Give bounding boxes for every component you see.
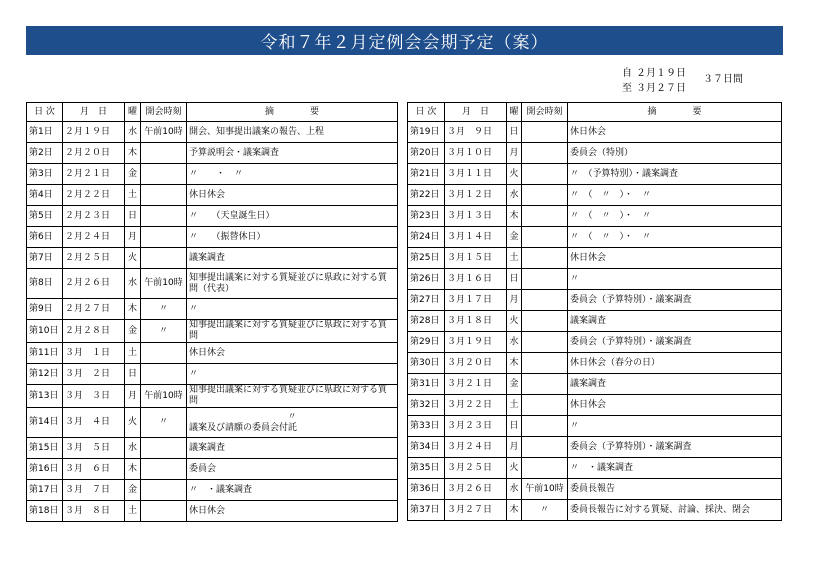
- weekday-cell: 土: [125, 185, 141, 206]
- time-cell: [522, 416, 568, 437]
- weekday-cell: 土: [125, 343, 141, 364]
- date-cell: ３月１１日: [445, 164, 507, 185]
- summary-cell: 休日休会: [187, 343, 398, 364]
- time-cell: [522, 353, 568, 374]
- summary-cell: 委員会（特別）: [568, 143, 782, 164]
- weekday-cell: 日: [507, 416, 522, 437]
- summary-cell: 〃 （予算特別）・議案調査: [568, 164, 782, 185]
- date-cell: ３月２０日: [445, 353, 507, 374]
- time-cell: [141, 438, 187, 459]
- weekday-cell: 金: [125, 480, 141, 501]
- day-cell: 第15日: [27, 438, 63, 459]
- day-cell: 第7日: [27, 248, 63, 269]
- time-cell: [522, 185, 568, 206]
- day-cell: 第36日: [408, 479, 445, 500]
- period-from-date: ２月１９日: [636, 68, 686, 79]
- summary-cell: 休日休会: [187, 501, 398, 522]
- header-time: 開会時刻: [141, 103, 187, 122]
- weekday-cell: 木: [125, 459, 141, 480]
- day-cell: 第9日: [27, 299, 63, 320]
- day-cell: 第33日: [408, 416, 445, 437]
- date-cell: ３月２３日: [445, 416, 507, 437]
- time-cell: [141, 206, 187, 227]
- summary-cell: 休日休会（春分の日）: [568, 353, 782, 374]
- period-from-label: 自: [622, 68, 632, 79]
- summary-cell: 委員会（予算特別）・議案調査: [568, 290, 782, 311]
- date-cell: ３月１８日: [445, 311, 507, 332]
- day-cell: 第17日: [27, 480, 63, 501]
- summary-cell: 〃 （天皇誕生日）: [187, 206, 398, 227]
- header-time: 開会時刻: [522, 103, 568, 122]
- weekday-cell: 日: [125, 364, 141, 385]
- weekday-cell: 木: [507, 206, 522, 227]
- table-row: [408, 437, 782, 458]
- summary-cell: 予算説明会・議案調査: [187, 143, 398, 164]
- time-cell: 午前10時: [522, 479, 568, 500]
- time-cell: [522, 311, 568, 332]
- table-row: [27, 269, 398, 299]
- header-summary: 摘 要: [568, 103, 782, 122]
- day-cell: 第13日: [27, 385, 63, 408]
- header-date: 月 日: [63, 103, 125, 122]
- weekday-cell: 火: [507, 311, 522, 332]
- table-row: [408, 374, 782, 395]
- date-cell: ２月２６日: [63, 269, 125, 299]
- time-cell: [522, 227, 568, 248]
- date-cell: ３月１９日: [445, 332, 507, 353]
- date-cell: ３月 ２日: [63, 364, 125, 385]
- date-cell: ３月 ３日: [63, 385, 125, 408]
- summary-cell: 委員会（予算特別）・議案調査: [568, 437, 782, 458]
- period-to-date: ３月２７日: [636, 83, 686, 94]
- weekday-cell: 火: [125, 248, 141, 269]
- table-row: [408, 353, 782, 374]
- date-cell: ３月１７日: [445, 290, 507, 311]
- header-date: 月 日: [445, 103, 507, 122]
- day-cell: 第5日: [27, 206, 63, 227]
- table-row: [408, 248, 782, 269]
- weekday-cell: 水: [125, 269, 141, 299]
- day-cell: 第20日: [408, 143, 445, 164]
- day-cell: 第19日: [408, 122, 445, 143]
- time-cell: [522, 143, 568, 164]
- weekday-cell: 日: [125, 206, 141, 227]
- time-cell: 〃: [522, 500, 568, 521]
- time-cell: 午前10時: [141, 122, 187, 143]
- weekday-cell: 水: [507, 479, 522, 500]
- table-row: [27, 480, 398, 501]
- weekday-cell: 月: [507, 290, 522, 311]
- day-cell: 第28日: [408, 311, 445, 332]
- summary-cell: 〃 （ 〃 ）・ 〃: [568, 185, 782, 206]
- table-row: [408, 416, 782, 437]
- table-row: [408, 206, 782, 227]
- date-cell: ２月２２日: [63, 185, 125, 206]
- date-cell: ３月１６日: [445, 269, 507, 290]
- date-cell: ２月１９日: [63, 122, 125, 143]
- summary-cell: 委員会（予算特別）・議案調査: [568, 332, 782, 353]
- table-row: [27, 364, 398, 385]
- table-row: [27, 408, 398, 438]
- header-weekday: 曜: [125, 103, 141, 122]
- day-cell: 第30日: [408, 353, 445, 374]
- table-row: [27, 164, 398, 185]
- date-cell: ２月２４日: [63, 227, 125, 248]
- time-cell: 〃: [141, 320, 187, 343]
- period-days: ３７日間: [703, 74, 743, 85]
- date-cell: ３月 ４日: [63, 408, 125, 438]
- weekday-cell: 水: [125, 438, 141, 459]
- date-cell: ３月２６日: [445, 479, 507, 500]
- table-row: [27, 501, 398, 522]
- date-cell: ３月１５日: [445, 248, 507, 269]
- table-row: [408, 185, 782, 206]
- schedule-table-left: [26, 102, 398, 522]
- day-cell: 第27日: [408, 290, 445, 311]
- time-cell: [141, 501, 187, 522]
- time-cell: [141, 164, 187, 185]
- summary-cell: 〃 （振替休日）: [187, 227, 398, 248]
- header-row: [408, 103, 782, 122]
- date-cell: ３月２４日: [445, 437, 507, 458]
- weekday-cell: 月: [507, 437, 522, 458]
- table-row: [408, 479, 782, 500]
- table-row: [408, 269, 782, 290]
- date-cell: ３月１４日: [445, 227, 507, 248]
- table-row: [27, 459, 398, 480]
- time-cell: [522, 164, 568, 185]
- date-cell: ２月２５日: [63, 248, 125, 269]
- table-row: [408, 164, 782, 185]
- table-row: [408, 227, 782, 248]
- day-cell: 第26日: [408, 269, 445, 290]
- time-cell: [141, 364, 187, 385]
- summary-cell: 知事提出議案に対する質疑並びに県政に対する質問: [187, 320, 398, 343]
- summary-cell: 〃 （ 〃 ）・ 〃: [568, 206, 782, 227]
- date-cell: ２月２３日: [63, 206, 125, 227]
- header-row: [27, 103, 398, 122]
- table-row: [27, 320, 398, 343]
- table-row: [408, 143, 782, 164]
- day-cell: 第14日: [27, 408, 63, 438]
- table-row: [27, 438, 398, 459]
- time-cell: [522, 122, 568, 143]
- table-row: [408, 332, 782, 353]
- time-cell: [522, 458, 568, 479]
- date-cell: ３月２５日: [445, 458, 507, 479]
- weekday-cell: 日: [507, 122, 522, 143]
- session-period: [622, 66, 743, 96]
- summary-cell: 〃 ・議案調査: [568, 458, 782, 479]
- time-cell: [141, 480, 187, 501]
- day-cell: 第12日: [27, 364, 63, 385]
- date-cell: ３月２２日: [445, 395, 507, 416]
- weekday-cell: 水: [507, 185, 522, 206]
- date-cell: ２月２７日: [63, 299, 125, 320]
- day-cell: 第37日: [408, 500, 445, 521]
- weekday-cell: 土: [125, 501, 141, 522]
- header-day: 日 次: [27, 103, 63, 122]
- time-cell: [522, 332, 568, 353]
- table-row: [408, 458, 782, 479]
- weekday-cell: 木: [507, 353, 522, 374]
- summary-cell: 委員長報告に対する質疑、討論、採決、閉会: [568, 500, 782, 521]
- summary-cell: 〃 ・ 〃: [187, 164, 398, 185]
- day-cell: 第8日: [27, 269, 63, 299]
- time-cell: [141, 459, 187, 480]
- summary-cell: 議案調査: [568, 374, 782, 395]
- time-cell: [141, 143, 187, 164]
- table-row: [408, 290, 782, 311]
- table-row: [27, 227, 398, 248]
- time-cell: [141, 185, 187, 206]
- summary-cell: 議案調査: [187, 438, 398, 459]
- weekday-cell: 月: [507, 143, 522, 164]
- date-cell: ３月 ７日: [63, 480, 125, 501]
- date-cell: ２月２１日: [63, 164, 125, 185]
- table-row: [408, 500, 782, 521]
- summary-cell: 知事提出議案に対する質疑並びに県政に対する質問（代表）: [187, 269, 398, 299]
- time-cell: [141, 227, 187, 248]
- weekday-cell: 水: [125, 122, 141, 143]
- day-cell: 第24日: [408, 227, 445, 248]
- weekday-cell: 金: [507, 227, 522, 248]
- weekday-cell: 月: [125, 227, 141, 248]
- table-row: [408, 122, 782, 143]
- date-cell: ２月２０日: [63, 143, 125, 164]
- weekday-cell: 日: [507, 269, 522, 290]
- summary-cell: 知事提出議案に対する質疑並びに県政に対する質問: [187, 385, 398, 408]
- day-cell: 第18日: [27, 501, 63, 522]
- time-cell: [522, 374, 568, 395]
- date-cell: ３月１３日: [445, 206, 507, 227]
- table-row: [408, 395, 782, 416]
- weekday-cell: 土: [507, 248, 522, 269]
- period-to-label: 至: [622, 83, 632, 94]
- day-cell: 第21日: [408, 164, 445, 185]
- date-cell: ３月 ９日: [445, 122, 507, 143]
- summary-cell: 〃 （ 〃 ）・ 〃: [568, 227, 782, 248]
- table-row: [27, 299, 398, 320]
- day-cell: 第10日: [27, 320, 63, 343]
- header-weekday: 曜: [507, 103, 522, 122]
- summary-cell: 議案調査: [568, 311, 782, 332]
- day-cell: 第23日: [408, 206, 445, 227]
- day-cell: 第29日: [408, 332, 445, 353]
- day-cell: 第1日: [27, 122, 63, 143]
- time-cell: [141, 248, 187, 269]
- weekday-cell: 水: [507, 332, 522, 353]
- weekday-cell: 火: [507, 164, 522, 185]
- time-cell: 〃: [141, 408, 187, 438]
- time-cell: 午前10時: [141, 269, 187, 299]
- day-cell: 第31日: [408, 374, 445, 395]
- weekday-cell: 火: [125, 408, 141, 438]
- weekday-cell: 金: [125, 320, 141, 343]
- time-cell: [522, 437, 568, 458]
- weekday-cell: 火: [507, 458, 522, 479]
- date-cell: ３月２１日: [445, 374, 507, 395]
- time-cell: 午前10時: [141, 385, 187, 408]
- summary-cell: 休日休会: [568, 122, 782, 143]
- date-cell: ３月２７日: [445, 500, 507, 521]
- weekday-cell: 木: [125, 143, 141, 164]
- day-cell: 第34日: [408, 437, 445, 458]
- summary-cell: 開会、知事提出議案の報告、上程: [187, 122, 398, 143]
- weekday-cell: 月: [125, 385, 141, 408]
- date-cell: ２月２８日: [63, 320, 125, 343]
- summary-cell: 〃: [187, 364, 398, 385]
- time-cell: 〃: [141, 299, 187, 320]
- summary-cell: 休日休会: [568, 248, 782, 269]
- schedule-table-right: [407, 102, 782, 521]
- summary-cell: 休日休会: [187, 185, 398, 206]
- header-summary: 摘 要: [187, 103, 398, 122]
- summary-cell: 〃 議案及び請願の委員会付託: [187, 408, 398, 438]
- day-cell: 第6日: [27, 227, 63, 248]
- time-cell: [522, 248, 568, 269]
- page-title: 令和７年２月定例会会期予定（案）: [26, 26, 783, 55]
- time-cell: [522, 206, 568, 227]
- day-cell: 第3日: [27, 164, 63, 185]
- date-cell: ３月１０日: [445, 143, 507, 164]
- summary-cell: 委員会: [187, 459, 398, 480]
- day-cell: 第16日: [27, 459, 63, 480]
- weekday-cell: 木: [507, 500, 522, 521]
- header-day: 日 次: [408, 103, 445, 122]
- day-cell: 第35日: [408, 458, 445, 479]
- table-row: [408, 311, 782, 332]
- day-cell: 第32日: [408, 395, 445, 416]
- summary-cell: 〃 ・議案調査: [187, 480, 398, 501]
- summary-cell: 〃: [187, 299, 398, 320]
- table-row: [27, 143, 398, 164]
- day-cell: 第2日: [27, 143, 63, 164]
- weekday-cell: 土: [507, 395, 522, 416]
- date-cell: ３月 ６日: [63, 459, 125, 480]
- time-cell: [141, 343, 187, 364]
- summary-cell: 議案調査: [187, 248, 398, 269]
- date-cell: ３月 ８日: [63, 501, 125, 522]
- weekday-cell: 金: [507, 374, 522, 395]
- table-row: [27, 248, 398, 269]
- table-row: [27, 385, 398, 408]
- day-cell: 第25日: [408, 248, 445, 269]
- day-cell: 第22日: [408, 185, 445, 206]
- weekday-cell: 金: [125, 164, 141, 185]
- time-cell: [522, 395, 568, 416]
- day-cell: 第11日: [27, 343, 63, 364]
- date-cell: ３月１２日: [445, 185, 507, 206]
- summary-cell: 休日休会: [568, 395, 782, 416]
- summary-cell: 委員長報告: [568, 479, 782, 500]
- table-row: [27, 206, 398, 227]
- date-cell: ３月 ５日: [63, 438, 125, 459]
- table-row: [27, 122, 398, 143]
- time-cell: [522, 290, 568, 311]
- time-cell: [522, 269, 568, 290]
- summary-cell: 〃: [568, 416, 782, 437]
- table-row: [27, 343, 398, 364]
- day-cell: 第4日: [27, 185, 63, 206]
- weekday-cell: 木: [125, 299, 141, 320]
- date-cell: ３月 １日: [63, 343, 125, 364]
- table-row: [27, 185, 398, 206]
- summary-cell: 〃: [568, 269, 782, 290]
